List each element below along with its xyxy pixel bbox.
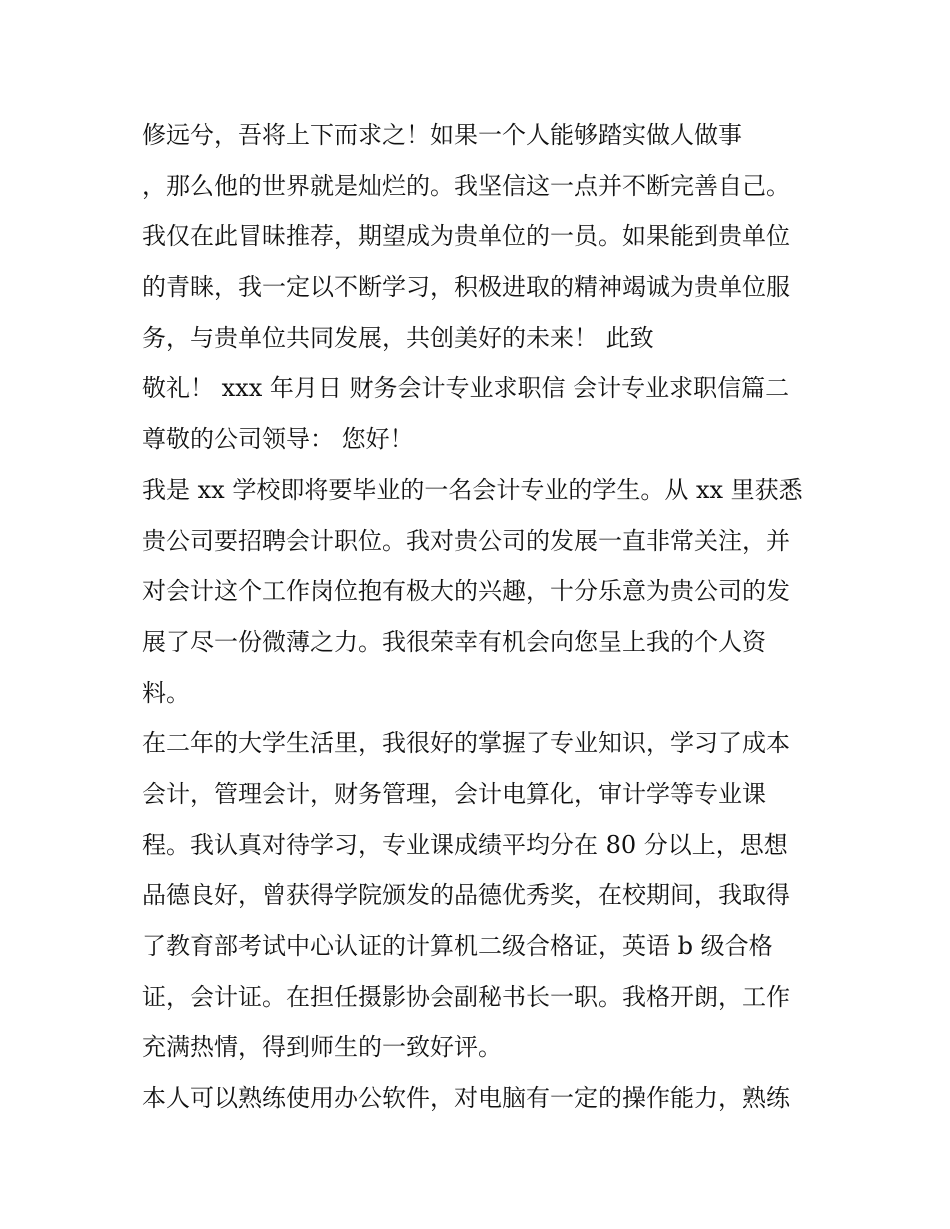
text-line: 本人可以熟练使用办公软件，对电脑有一定的操作能力，熟练 [142,1084,790,1113]
text-line: 敬礼！ xxx 年月日 财务会计专业求职信 会计专业求职信篇二 [142,374,790,403]
text-line: ，那么他的世界就是灿烂的。我坚信这一点并不断完善自己。 [142,171,790,200]
text-line: 证，会计证。在担任摄影协会副秘书长一职。我格开朗，工作 [142,982,790,1011]
text-line: 在二年的大学生活里，我很好的掌握了专业知识，学习了成本 [142,729,790,758]
text-line: 品德良好，曾获得学院颁发的品德优秀奖，在校期间，我取得 [142,881,790,910]
salutation-line: 尊敬的公司领导： 您好！ [142,425,414,454]
letter-body [142,110,822,1124]
text-line: 展了尽一份微薄之力。我很荣幸有机会向您呈上我的个人资 [142,627,766,656]
text-line: 务，与贵单位共同发展，共创美好的未来！ 此致 [142,323,654,352]
text-line: 会计，管理会计，财务管理，会计电算化，审计学等专业课 [142,779,766,808]
text-line: 贵公司要招聘会计职位。我对贵公司的发展一直非常关注，并 [142,526,790,555]
text-line: 程。我认真对待学习，专业课成绩平均分在 80 分以上，思想 [142,830,788,859]
text-line: 的青睐，我一定以不断学习，积极进取的精神竭诚为贵单位服 [142,273,790,302]
text-line: 了教育部考试中心认证的计算机二级合格证，英语 b 级合格 [142,932,773,960]
text-line: 充满热情，得到师生的一致好评。 [142,1033,502,1062]
text-line: 对会计这个工作岗位抱有极大的兴趣，十分乐意为贵公司的发 [142,577,790,606]
text-line: 我是 xx 学校即将要毕业的一名会计专业的学生。从 xx 里获悉 [142,475,803,504]
text-line: 我仅在此冒昧推荐，期望成为贵单位的一员。如果能到贵单位 [142,222,790,251]
text-line: 料。 [142,678,190,707]
text-line: 修远兮，吾将上下而求之！如果一个人能够踏实做人做事 [142,121,742,149]
